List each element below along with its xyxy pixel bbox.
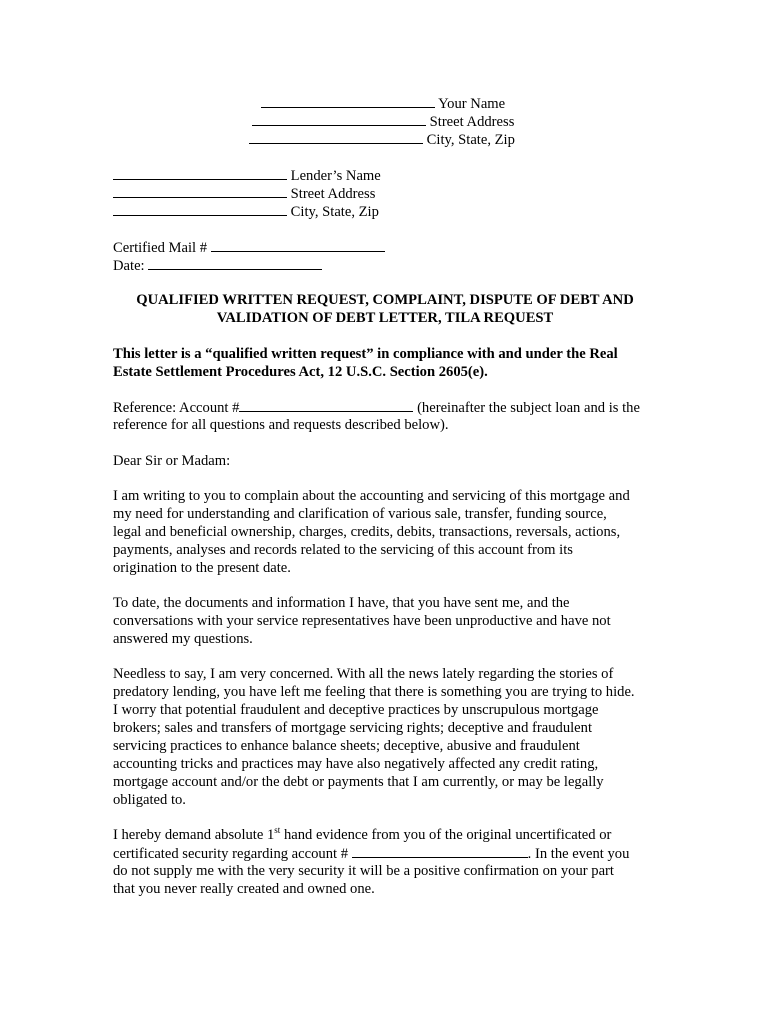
para4-l1-a: I hereby demand absolute 1	[113, 827, 275, 843]
date-line	[113, 256, 322, 275]
para1-line: payments, analyses and records related to the servicing of this account from its	[113, 542, 573, 558]
para4-line-2	[113, 844, 629, 863]
para4-l2-a: certificated security regarding account #	[113, 846, 352, 862]
sender-city-label: City, State, Zip	[426, 132, 515, 148]
para3-line: I worry that potential fraudulent and deceptive practices by unscrupulous mortgage	[113, 702, 599, 718]
para4-line-1	[113, 826, 611, 844]
date-blank[interactable]	[148, 256, 322, 270]
date-label: Date:	[113, 258, 145, 274]
lender-city-line	[113, 202, 379, 221]
reference-line-1	[113, 398, 640, 417]
para4-account-blank[interactable]	[352, 844, 528, 858]
para4-line-3: do not supply me with the very security it will be a positive confirmation on your part	[113, 863, 614, 879]
reference-prefix: Reference: Account #	[113, 400, 240, 416]
para1-line: my need for understanding and clarification of various sale, transfer, funding source,	[113, 506, 607, 522]
sender-street-label: Street Address	[429, 114, 515, 130]
certified-mail-label: Certified Mail #	[113, 240, 208, 256]
para1-line: legal and beneficial ownership, charges, credits, debits, transactions, reversals, actions,	[113, 524, 621, 540]
document-title-line-1: QUALIFIED WRITTEN REQUEST, COMPLAINT, DISPUTE OF DEBT AND	[136, 292, 634, 308]
lender-name-line	[113, 166, 381, 185]
sender-city-blank[interactable]	[249, 130, 423, 144]
para3-line: brokers; sales and transfers of mortgage servicing rights; deceptive and fraudulent	[113, 720, 592, 736]
sender-street-blank[interactable]	[252, 112, 426, 126]
para2-line: To date, the documents and information I have, that you have sent me, and the	[113, 595, 570, 611]
lender-street-label: Street Address	[290, 186, 376, 202]
para4-l1-b: hand evidence from you of the original uncertificated or	[280, 827, 612, 843]
lender-name-blank[interactable]	[113, 166, 287, 180]
lender-city-blank[interactable]	[113, 202, 287, 216]
para4-line-4: that you never really created and owned one.	[113, 881, 375, 897]
para3-line: mortgage account and/or the debt or payments that I am currently, or may be legally	[113, 774, 604, 790]
sender-street-line	[252, 112, 514, 131]
intro-line-2: Estate Settlement Procedures Act, 12 U.S.C. Section 2605(e).	[113, 364, 488, 380]
para2-line: answered my questions.	[113, 631, 253, 647]
lender-street-blank[interactable]	[113, 184, 287, 198]
para3-line: predatory lending, you have left me feeling that there is something you are trying to hide.	[113, 684, 635, 700]
certified-mail-blank[interactable]	[211, 238, 385, 252]
lender-city-label: City, State, Zip	[290, 204, 379, 220]
para1-line: origination to the present date.	[113, 560, 291, 576]
para1-line: I am writing to you to complain about the accounting and servicing of this mortgage and	[113, 488, 630, 504]
salutation: Dear Sir or Madam:	[113, 453, 231, 469]
lender-street-line	[113, 184, 375, 203]
intro-line-1: This letter is a “qualified written request” in compliance with and under the Real	[113, 346, 618, 362]
reference-line-2: reference for all questions and requests described below).	[113, 417, 449, 433]
lender-name-label: Lender’s Name	[290, 168, 381, 184]
para3-line: accounting tricks and practices may have also negatively affected any credit rating,	[113, 756, 599, 772]
sender-name-line	[261, 94, 505, 113]
reference-account-blank[interactable]	[239, 398, 413, 412]
document-title-line-2: VALIDATION OF DEBT LETTER, TILA REQUEST	[216, 310, 554, 326]
sender-city-line	[249, 130, 515, 149]
para2-line: conversations with your service representatives have been unproductive and have not	[113, 613, 611, 629]
para3-line: obligated to.	[113, 792, 186, 808]
para3-line: Needless to say, I am very concerned. With all the news lately regarding the stories of	[113, 666, 614, 682]
para4-l1-sup: st	[274, 825, 281, 835]
certified-mail-line	[113, 238, 385, 257]
reference-suffix: (hereinafter the subject loan and is the	[413, 400, 640, 416]
para3-line: servicing practices to enhance balance sheets; deceptive, abusive and fraudulent	[113, 738, 580, 754]
sender-name-label: Your Name	[438, 96, 506, 112]
para4-l2-b: . In the event you	[527, 846, 630, 862]
sender-name-blank[interactable]	[261, 94, 435, 108]
